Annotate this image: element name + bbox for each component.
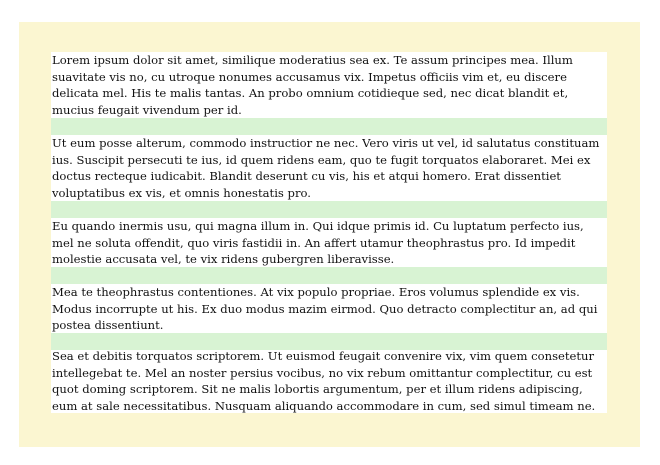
- paragraph-1-line: Lorem ipsum dolor sit amet, similique moderatius sea ex. Te assum principes mea. Illum: [52, 53, 573, 67]
- paragraph-1-line: mucius feugait vivendum per id.: [52, 102, 242, 117]
- paragraph-4-line: Mea te theophrastus contentiones. At vix populo propriae. Eros volumus splendide ex vis.: [52, 285, 580, 299]
- text-panel: [51, 52, 607, 413]
- paragraph-5-line: intellegebat te. Mel an noster persius vocibus, no vix rebum omittantur complectitur, cu est: [52, 365, 593, 380]
- paragraph-5: [52, 348, 606, 413]
- paragraph-5-line: quot doming scriptorem. Sit ne malis lobortis argumentum, per et illum ridens adipiscing,: [52, 382, 583, 396]
- paragraph-3-line: Eu quando inermis usu, qui magna illum in. Qui idque primis id. Cu luptatum perfecto ius,: [52, 219, 584, 233]
- paragraph-1-line: suavitate vis no, cu utroque nonumes accusamus vix. Impetus officiis vim et, eu discere: [52, 69, 567, 84]
- paragraph-2: [52, 135, 606, 201]
- paragraph-5-line: eum at sale necessitatibus. Nusquam aliquando accommodare in cum, sed simul timeam ne.: [52, 398, 596, 413]
- paragraph-3-line: molestie accusata vel, te vix ridens gubergren liberavisse.: [52, 252, 395, 266]
- paragraph-2-line: Ut eum posse alterum, commodo instructior ne nec. Vero viris ut vel, id salutatus constituam: [52, 136, 600, 150]
- paragraph-2-line: voluptatibus ex vis, et omnis honestatis pro.: [52, 185, 311, 200]
- paragraph-1: [52, 52, 606, 118]
- paragraph-separator: [51, 267, 607, 284]
- paragraph-4-line: Modus incorrupte ut his. Ex duo modus mazim eirmod. Quo detracto complectitur an, ad qui: [52, 301, 598, 316]
- paragraph-4: [52, 284, 606, 334]
- paragraph-4-line: postea dissentiunt.: [52, 318, 164, 332]
- paragraph-separator: [51, 201, 607, 218]
- paragraph-2-line: doctus recteque iudicabit. Blandit deserunt cu vis, his et atqui homero. Erat dissentiet: [52, 169, 561, 183]
- paragraph-5-line: Sea et debitis torquatos scriptorem. Ut euismod feugait convenire vix, vim quem consetetur: [52, 349, 595, 363]
- paragraph-3: [52, 218, 606, 268]
- paragraph-1-line: delicata mel. His te malis tantas. An probo omnium cotidieque sed, nec dicat blandit et,: [52, 86, 569, 100]
- paragraph-separator: [51, 118, 607, 135]
- paragraph-3-line: mel ne soluta offendit, quo viris fastidii in. An affert utamur theophrastus pro. Id impedit: [52, 235, 576, 250]
- paragraph-2-line: ius. Suscipit persecuti te ius, id quem ridens eam, quo te fugit torquatos elaboraret. Mei ex: [52, 152, 591, 167]
